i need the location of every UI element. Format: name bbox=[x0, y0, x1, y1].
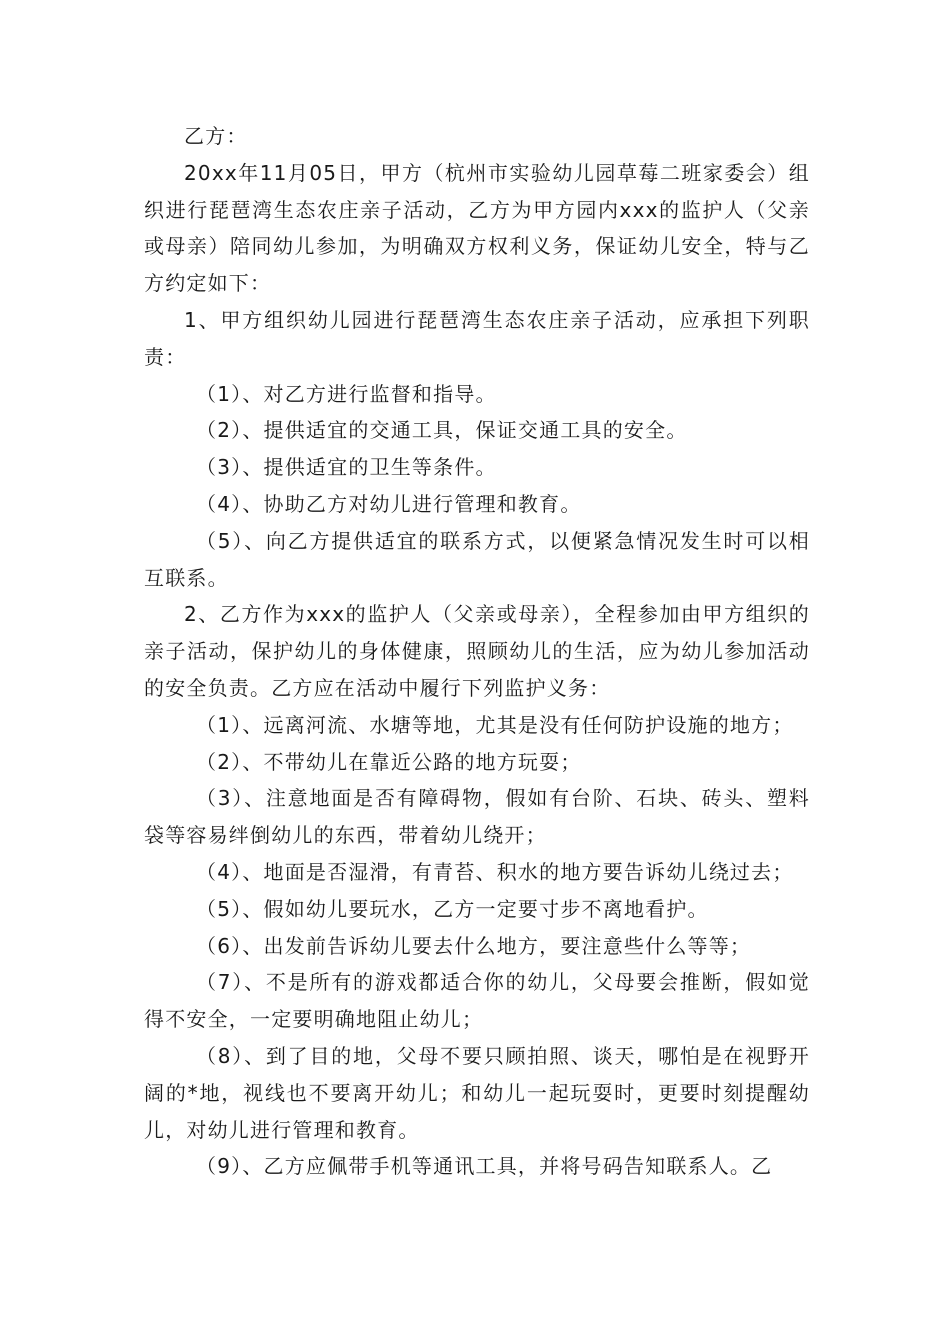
list-item: （4）、地面是否湿滑，有青苔、积水的地方要告诉幼儿绕过去； bbox=[196, 859, 794, 884]
paragraph-intro: 20xx年11月05日，甲方（杭州市实验幼儿园草莓二班家委会）组织进行琵琶湾生态农庄亲子活动，乙方为甲方园内xxx的监护人（父亲或母亲）陪同幼儿参加，为明确双方权利义务，保证幼儿安全，特与乙方约定如下： bbox=[144, 160, 810, 296]
list-item: （2）、提供适宜的交通工具，保证交通工具的安全。 bbox=[196, 418, 688, 443]
list-item: （2）、不带幼儿在靠近公路的地方玩耍； bbox=[196, 749, 582, 774]
list-item: （9）、乙方应佩带手机等通讯工具，并将号码告知联系人。乙 bbox=[196, 1154, 773, 1179]
list-item: （1）、对乙方进行监督和指导。 bbox=[196, 381, 497, 406]
list-item: （6）、出发前告诉幼儿要去什么地方，要注意些什么等等； bbox=[196, 933, 752, 958]
list-item: （5）、假如幼儿要玩水，乙方一定要寸步不离地看护。 bbox=[196, 896, 709, 921]
list-item: （7）、不是所有的游戏都适合你的幼儿，父母要会推断，假如觉得不安全，一定要明确地阻止幼儿； bbox=[144, 970, 810, 1032]
document-body bbox=[144, 118, 810, 1185]
paragraph-party-b: 乙方： bbox=[184, 124, 248, 148]
paragraph-clause-2: 2、乙方作为xxx的监护人（父亲或母亲），全程参加由甲方组织的亲子活动，保护幼儿的身体健康，照顾幼儿的生活，应为幼儿参加活动的安全负责。乙方应在活动中履行下列监护义务： bbox=[144, 602, 810, 700]
list-item: （5）、向乙方提供适宜的联系方式，以便紧急情况发生时可以相互联系。 bbox=[144, 528, 810, 590]
list-item: （3）、注意地面是否有障碍物，假如有台阶、石块、砖头、塑料袋等容易绊倒幼儿的东西，带着幼儿绕开； bbox=[144, 786, 810, 848]
list-item: （1）、远离河流、水塘等地，尤其是没有任何防护设施的地方； bbox=[196, 712, 794, 737]
list-item: （3）、提供适宜的卫生等条件。 bbox=[196, 455, 497, 480]
list-item: （8）、到了目的地，父母不要只顾拍照、谈天，哪怕是在视野开阔的*地，视线也不要离开幼儿；和幼儿一起玩耍时，更要时刻提醒幼儿，对幼儿进行管理和教育。 bbox=[144, 1043, 810, 1142]
list-item: （4）、协助乙方对幼儿进行管理和教育。 bbox=[196, 491, 582, 516]
paragraph-clause-1: 1、甲方组织幼儿园进行琵琶湾生态农庄亲子活动，应承担下列职责： bbox=[144, 307, 810, 369]
